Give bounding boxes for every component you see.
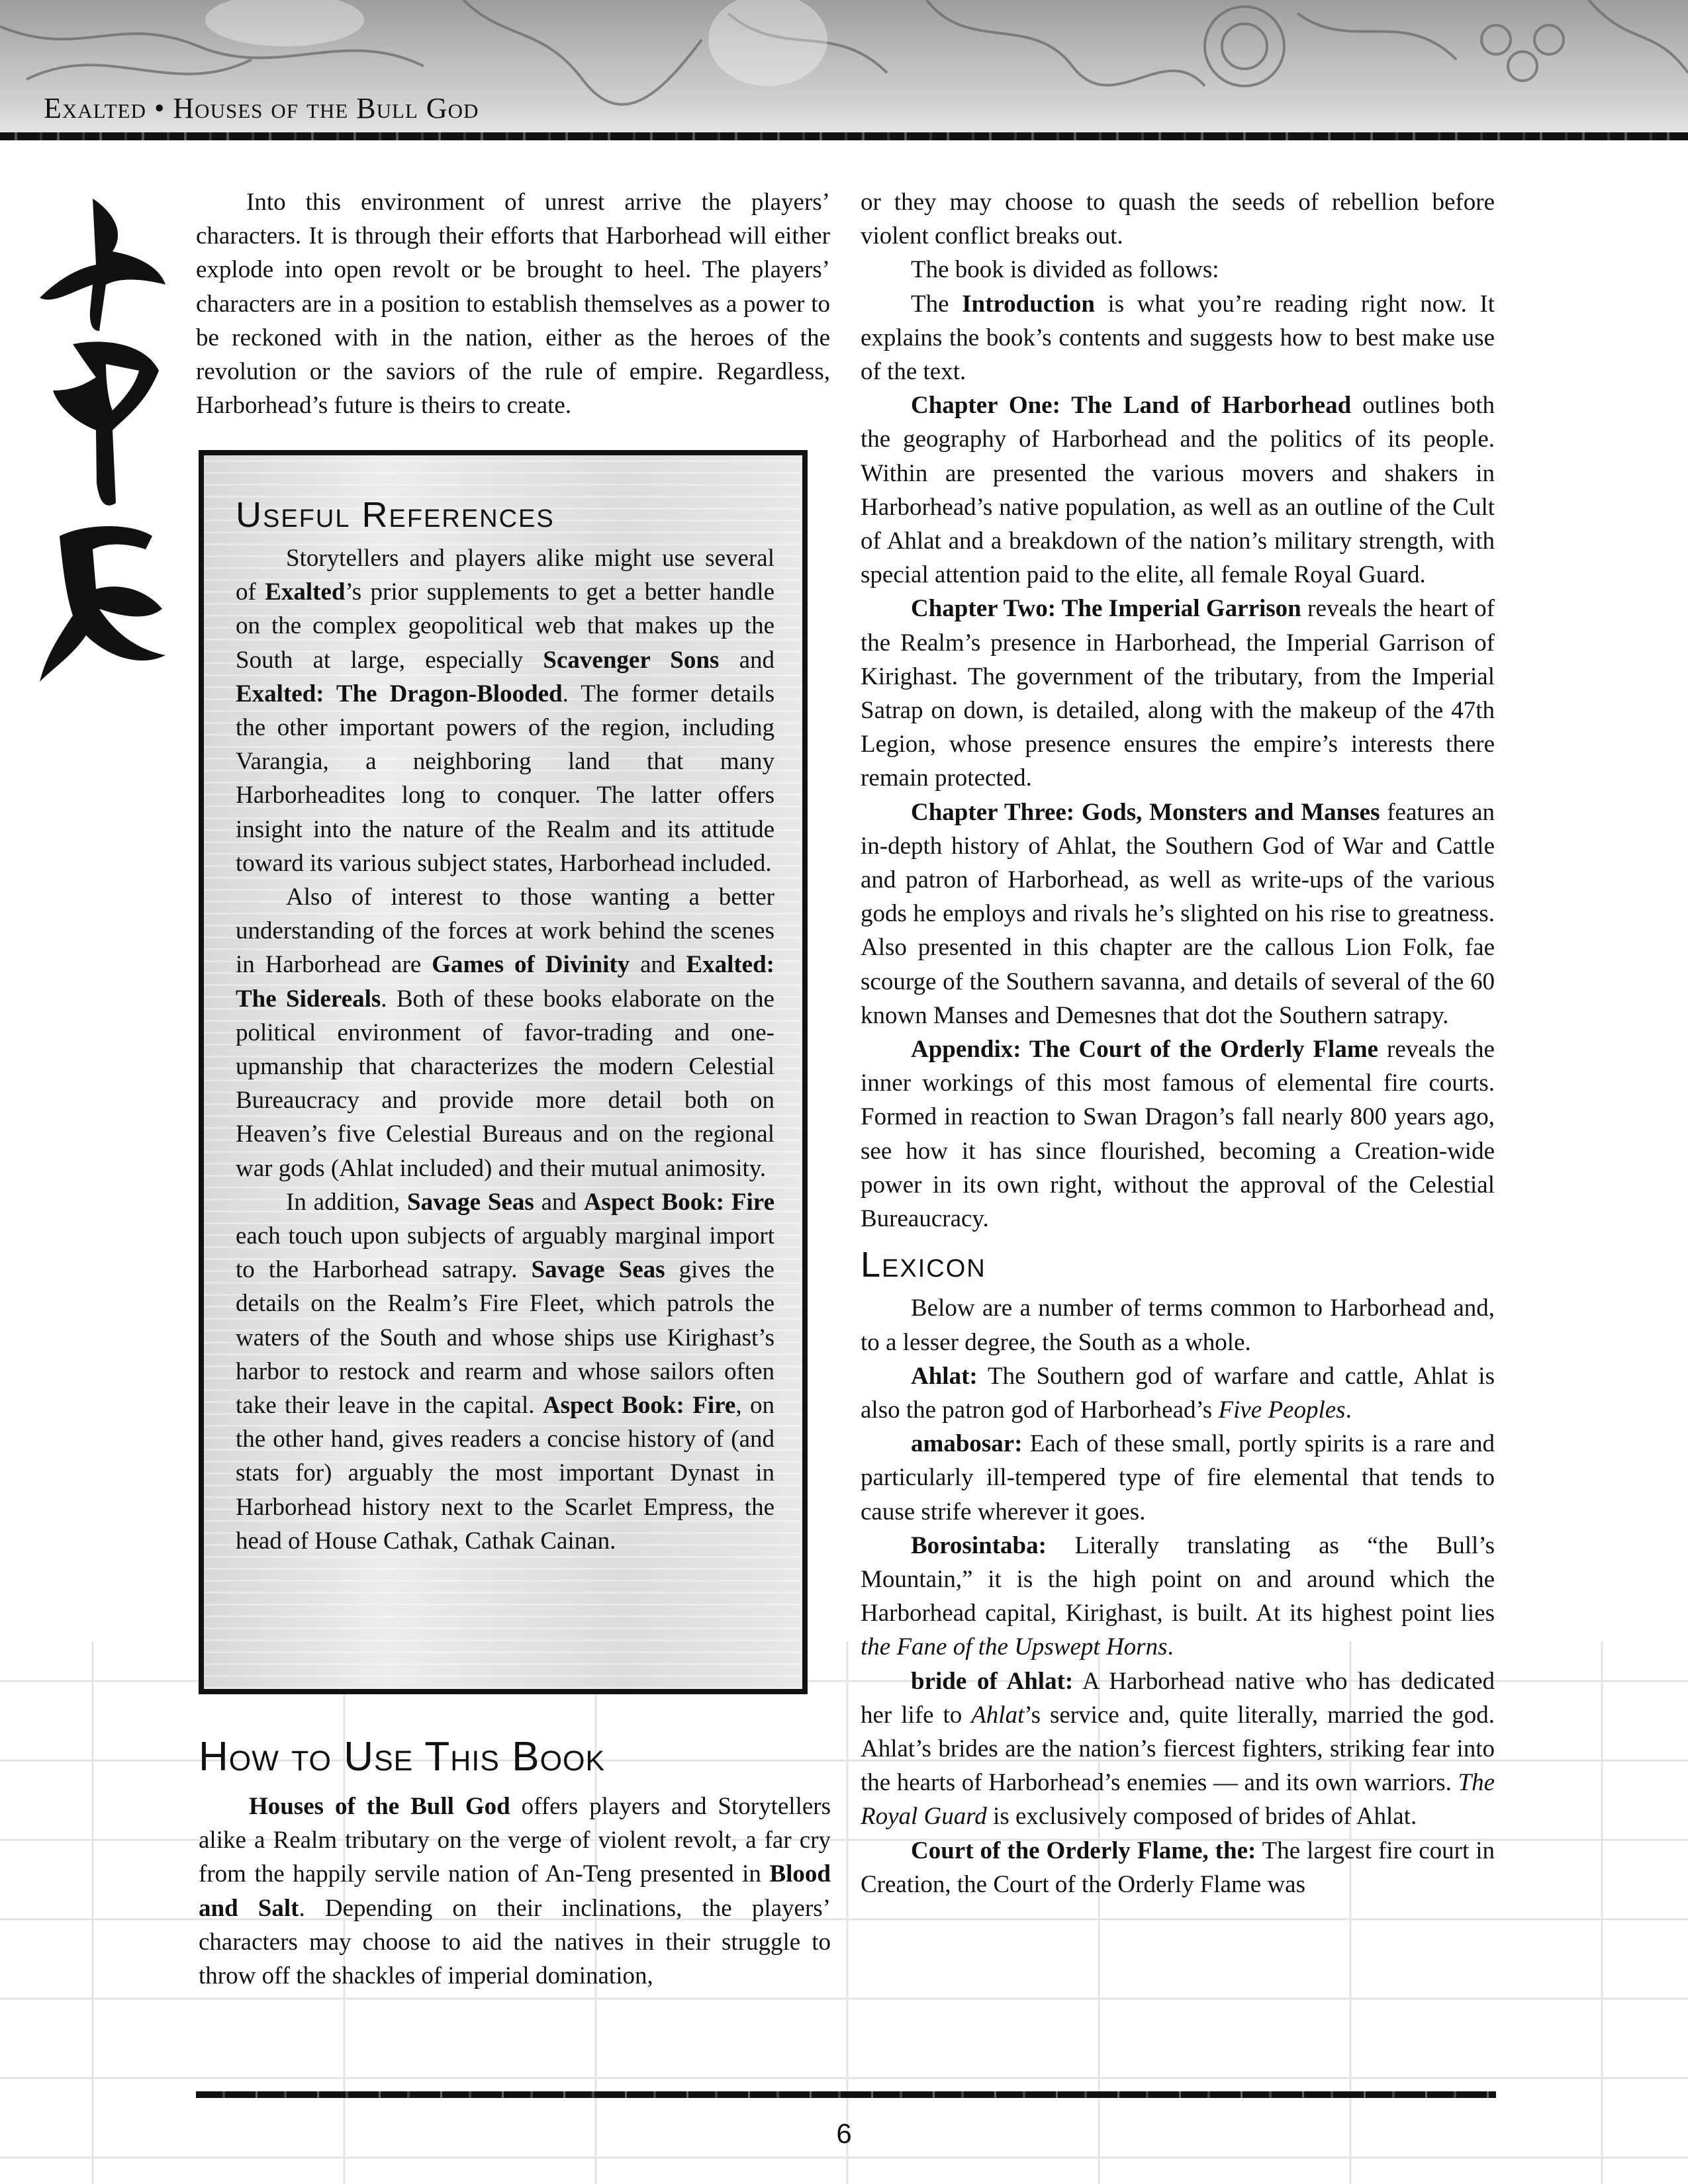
how-to-use-paragraph: Houses of the Bull God offers players and Storytellers alike a Realm tributary on the verge of violent revolt, a far cry from the happily servile nation of An-Teng presented in Blood and Salt. Depending on their inclinations, the players’ characters may choose to aid the natives in their struggle to throw off the shackles of imperial domination,	[199, 1793, 831, 1990]
header-illustration	[0, 0, 1688, 132]
sidebar-paragraph-2: Also of interest to those wanting a better understanding of the forces at work behind the scenes in Harborhead are Games of Divinity and Exalted: The Sidereals. Both of these books elaborate on the political environment of favor-trading and one-upmanship that characterizes the modern Celestial Bureaucracy and provide more detail both on Heaven’s five Celestial Bureaus and on the regional war gods (Ahlat included) and their mutual animosity.	[236, 884, 774, 1182]
intro-entry: The Introduction is what you’re reading right now. It explains the book’s contents and suggests how to best make use of the text.	[861, 290, 1495, 386]
header-rule	[0, 132, 1688, 140]
sidebar-title: Useful References	[236, 495, 555, 535]
lexicon-entry-court: Court of the Orderly Flame, the: The largest fire court in Creation, the Court of the Orderly Flame was	[861, 1837, 1495, 1898]
divided-line: The book is divided as follows:	[911, 256, 1219, 284]
running-header-title: Exalted • Houses of the Bull God	[44, 92, 479, 124]
lexicon-intro: Below are a number of terms common to Harborhead and, to a lesser degree, the South as a whole.	[861, 1295, 1495, 1356]
page-number: 6	[836, 2118, 852, 2149]
continued-paragraph: or they may choose to quash the seeds of rebellion before violent conflict breaks out.	[861, 189, 1495, 250]
lexicon-heading: Lexicon	[861, 1245, 986, 1285]
section-heading-how-to-use: How to Use This Book	[199, 1734, 606, 1780]
sidebar-paragraph-1: Storytellers and players alike might use several of Exalted’s prior supplements to get a better handle on the complex geopolitical web that makes up the South at large, especially Scavenger Sons and Exalted: The Dragon-Blooded. The former details the other important powers of the region, including Varangia, a neighboring land that many Harborheadites long to conquer. The latter offers insight into the nature of the Realm and its attitude toward its various subject states, Harborhead included.	[236, 545, 774, 877]
appendix-entry: Appendix: The Court of the Orderly Flame reveals the inner workings of this most famous of elemental fire courts. Formed in reaction to Swan Dragon’s fall nearly 800 years ago, see how it has since flourished, becoming a Creation-wide power in its own right, without the approval of the Celestial Bureaucracy.	[861, 1036, 1495, 1233]
chapter-one-entry: Chapter One: The Land of Harborhead outlines both the geography of Harborhead and the politics of its people. Within are presented the various movers and shakers in Harborhead’s native population, as well as an outline of the Cult of Ahlat and a breakdown of the nation’s military strength, with special attention paid to the elite, all female Royal Guard.	[861, 392, 1495, 589]
right-column	[861, 185, 1495, 1901]
chapter-three-entry: Chapter Three: Gods, Monsters and Manses features an in-depth history of Ahlat, the Southern God of War and Cattle and patron of Harborhead, as well as write-ups of the various gods he employs and rivals he’s slighted on his rise to greatness. Also presented in this chapter are the callous Lion Folk, fae scourge of the Southern savanna, and details of several of the 60 known Manses and Demesnes that dot the Southern satrapy.	[861, 798, 1495, 1029]
how-to-use-section	[199, 1734, 831, 1993]
intro-paragraph-column	[196, 185, 830, 422]
lexicon-entry-bride-of-ahlat: bride of Ahlat: A Harborhead native who has dedicated her life to Ahlat’s service and, quite literally, married the god. Ahlat’s brides are the nation’s fiercest fighters, striking fear into the hearts of Harborhead’s enemies — and its own warriors. The Royal Guard is exclusively composed of brides of Ahlat.	[861, 1667, 1495, 1831]
intro-paragraph: Into this environment of unrest arrive the players’ characters. It is through their efforts that Harborhead will either explode into open revolt or be brought to heel. The players’ characters are in a position to establish themselves as a power to be reckoned with in the nation, either as the heroes of the revolution or the saviors of the rule of empire. Regardless, Harborhead’s future is theirs to create.	[196, 189, 830, 420]
lexicon-entry-amabosar: amabosar: Each of these small, portly spirits is a rare and particularly ill-tempered type of fire elemental that tends to cause strife wherever it goes.	[861, 1430, 1495, 1525]
calligraphy-glyph-icon	[33, 192, 185, 695]
chapter-two-entry: Chapter Two: The Imperial Garrison reveals the heart of the Realm’s presence in Harborhead, the Imperial Garrison of Kirighast. The government of the tributary, from the Imperial Satrap on down, is detailed, along with the makeup of the 47th Legion, whose presence ensures the empire’s interests there remain protected.	[861, 595, 1495, 792]
useful-references-sidebar	[199, 450, 808, 1694]
sidebar-paragraph-3: In addition, Savage Seas and Aspect Book: Fire each touch upon subjects of arguably marginal import to the Harborhead satrapy. Savage Seas gives the details on the Realm’s Fire Fleet, which patrols the waters of the South and whose ships use Kirighast’s harbor to restock and rearm and whose sailors often take their leave in the capital. Aspect Book: Fire, on the other hand, gives readers a concise history of (and stats for) arguably the most important Dynast in Harborhead history next to the Scarlet Empress, the head of House Cathak, Cathak Cainan.	[236, 1188, 774, 1555]
lexicon-entry-borosintaba: Borosintaba: Literally translating as “the Bull’s Mountain,” it is the high point on and around which the Harborhead capital, Kirighast, is built. At its highest point lies the Fane of the Upswept Horns.	[861, 1531, 1495, 1661]
lexicon-entry-ahlat: Ahlat: The Southern god of warfare and cattle, Ahlat is also the patron god of Harborhead’s Five Peoples.	[861, 1362, 1495, 1424]
footer-rule	[196, 2091, 1496, 2098]
